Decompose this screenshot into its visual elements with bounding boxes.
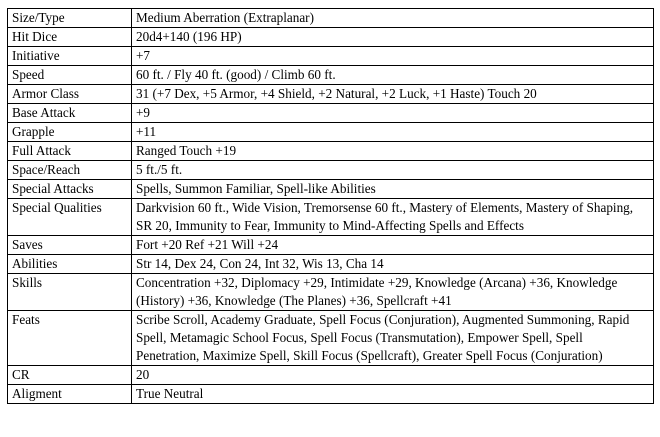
row-saves bbox=[8, 236, 654, 255]
stat-block-table bbox=[7, 8, 654, 404]
value-cr: 20 bbox=[132, 366, 654, 385]
row-feats bbox=[8, 311, 654, 366]
row-special-attacks bbox=[8, 180, 654, 199]
label-saves: Saves bbox=[8, 236, 132, 255]
label-initiative: Initiative bbox=[8, 47, 132, 66]
value-base-attack: +9 bbox=[132, 104, 654, 123]
value-abilities: Str 14, Dex 24, Con 24, Int 32, Wis 13, Cha 14 bbox=[132, 255, 654, 274]
value-saves: Fort +20 Ref +21 Will +24 bbox=[132, 236, 654, 255]
value-special-qualities: Darkvision 60 ft., Wide Vision, Tremorsense 60 ft., Mastery of Elements, Mastery of Shaping, SR 20, Immunity to Fear, Immunity to Mind-Affecting Spells and Effects bbox=[132, 199, 654, 236]
value-special-attacks: Spells, Summon Familiar, Spell-like Abilities bbox=[132, 180, 654, 199]
row-size-type bbox=[8, 9, 654, 28]
value-skills: Concentration +32, Diplomacy +29, Intimidate +29, Knowledge (Arcana) +36, Knowledge (History) +36, Knowledge (The Planes) +36, Spellcraft +41 bbox=[132, 274, 654, 311]
value-initiative: +7 bbox=[132, 47, 654, 66]
label-grapple: Grapple bbox=[8, 123, 132, 142]
value-full-attack: Ranged Touch +19 bbox=[132, 142, 654, 161]
label-size-type: Size/Type bbox=[8, 9, 132, 28]
row-cr bbox=[8, 366, 654, 385]
stat-block-body bbox=[8, 9, 654, 404]
label-full-attack: Full Attack bbox=[8, 142, 132, 161]
row-alignment bbox=[8, 385, 654, 404]
row-base-attack bbox=[8, 104, 654, 123]
label-skills: Skills bbox=[8, 274, 132, 311]
value-grapple: +11 bbox=[132, 123, 654, 142]
row-space-reach bbox=[8, 161, 654, 180]
row-full-attack bbox=[8, 142, 654, 161]
value-space-reach: 5 ft./5 ft. bbox=[132, 161, 654, 180]
label-base-attack: Base Attack bbox=[8, 104, 132, 123]
label-space-reach: Space/Reach bbox=[8, 161, 132, 180]
row-hit-dice bbox=[8, 28, 654, 47]
label-cr: CR bbox=[8, 366, 132, 385]
value-size-type: Medium Aberration (Extraplanar) bbox=[132, 9, 654, 28]
row-special-qualities bbox=[8, 199, 654, 236]
label-hit-dice: Hit Dice bbox=[8, 28, 132, 47]
label-special-qualities: Special Qualities bbox=[8, 199, 132, 236]
row-armor-class bbox=[8, 85, 654, 104]
row-speed bbox=[8, 66, 654, 85]
row-abilities bbox=[8, 255, 654, 274]
value-feats: Scribe Scroll, Academy Graduate, Spell Focus (Conjuration), Augmented Summoning, Rapid Spell, Metamagic School Focus, Spell Focus (Transmutation), Empower Spell, Spell Penetration, Maximize Spell, Skill Focus (Spellcraft), Greater Spell Focus (Conjuration) bbox=[132, 311, 654, 366]
value-alignment: True Neutral bbox=[132, 385, 654, 404]
label-abilities: Abilities bbox=[8, 255, 132, 274]
row-skills bbox=[8, 274, 654, 311]
value-speed: 60 ft. / Fly 40 ft. (good) / Climb 60 ft. bbox=[132, 66, 654, 85]
row-initiative bbox=[8, 47, 654, 66]
label-speed: Speed bbox=[8, 66, 132, 85]
label-armor-class: Armor Class bbox=[8, 85, 132, 104]
label-feats: Feats bbox=[8, 311, 132, 366]
label-special-attacks: Special Attacks bbox=[8, 180, 132, 199]
label-alignment: Aligment bbox=[8, 385, 132, 404]
value-hit-dice: 20d4+140 (196 HP) bbox=[132, 28, 654, 47]
row-grapple bbox=[8, 123, 654, 142]
value-armor-class: 31 (+7 Dex, +5 Armor, +4 Shield, +2 Natural, +2 Luck, +1 Haste) Touch 20 bbox=[132, 85, 654, 104]
